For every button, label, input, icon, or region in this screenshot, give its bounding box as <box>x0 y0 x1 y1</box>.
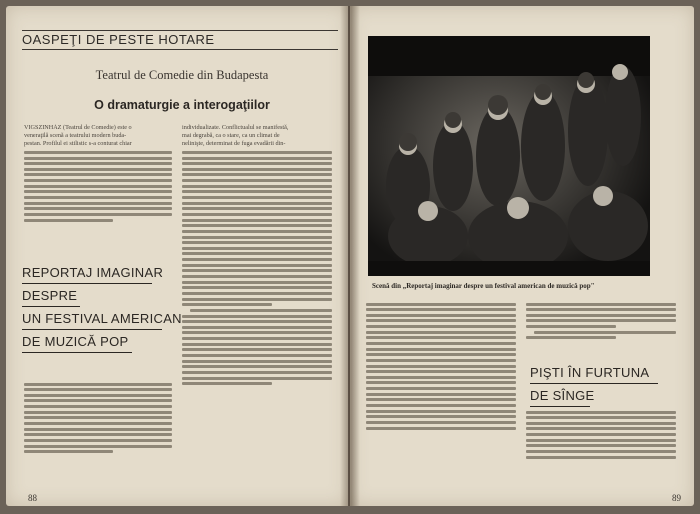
text-line-placeholder <box>24 151 172 154</box>
stage-photo <box>368 36 650 276</box>
text-line-placeholder <box>24 157 172 160</box>
text-line-placeholder <box>24 202 172 205</box>
text-line-placeholder <box>366 331 516 334</box>
report-title-line: REPORTAJ IMAGINAR <box>22 265 164 280</box>
text-line-placeholder <box>182 315 332 318</box>
text-line-placeholder <box>182 337 332 340</box>
pisti-title <box>530 364 658 410</box>
text-line-placeholder <box>182 343 332 346</box>
text-line-placeholder <box>182 162 332 165</box>
text-line-placeholder <box>182 360 332 363</box>
article-subtitle: O dramaturgie a interogaţiilor <box>94 98 270 112</box>
text-line-placeholder <box>526 456 676 459</box>
text-line-placeholder <box>366 308 516 311</box>
article-title: Teatrul de Comedie din Budapesta <box>95 68 269 82</box>
text-line-placeholder <box>526 319 676 322</box>
text-line-placeholder <box>24 196 172 199</box>
text-line-placeholder <box>534 331 676 334</box>
text-line-placeholder <box>526 444 676 447</box>
text-line-placeholder <box>24 173 172 176</box>
report-title-line: UN FESTIVAL AMERICAN <box>22 311 182 326</box>
text-line-placeholder <box>526 308 676 311</box>
title-underline <box>22 329 162 330</box>
left-column-1-top <box>24 124 172 252</box>
text-line-placeholder <box>24 416 172 419</box>
text-line-placeholder <box>24 411 172 414</box>
text-line-placeholder <box>366 415 516 418</box>
text-line-placeholder <box>182 258 332 261</box>
text-line-placeholder <box>366 421 516 424</box>
text-line-placeholder <box>24 168 172 171</box>
text-line-placeholder <box>24 219 113 222</box>
text-line-placeholder <box>366 387 516 390</box>
text-line-placeholder <box>182 157 332 160</box>
text-line-placeholder <box>182 320 332 323</box>
text-line-placeholder <box>366 404 516 407</box>
right-column-2-top <box>526 300 676 358</box>
text-line-placeholder <box>526 416 676 419</box>
text-line-placeholder <box>366 376 516 379</box>
text-line-placeholder <box>526 427 676 430</box>
text-line-placeholder <box>24 185 172 188</box>
text-line-placeholder <box>366 314 516 317</box>
text-line-placeholder <box>24 179 172 182</box>
text-line-placeholder <box>182 241 332 244</box>
text-line-placeholder <box>24 405 172 408</box>
text-line-placeholder <box>182 298 332 301</box>
text-line-placeholder <box>24 213 172 216</box>
text-line-placeholder <box>182 224 332 227</box>
book-gutter <box>340 6 360 506</box>
text-line-placeholder <box>182 286 332 289</box>
left-column-2 <box>182 124 332 486</box>
text-line-placeholder <box>526 411 676 414</box>
text-line-placeholder <box>182 190 332 193</box>
text-line-placeholder <box>366 381 516 384</box>
text-line-placeholder <box>24 439 172 442</box>
text-line-placeholder <box>182 196 332 199</box>
text-line-placeholder <box>366 325 516 328</box>
report-title-line: DESPRE <box>22 288 78 303</box>
text-line-placeholder <box>366 398 516 401</box>
text-line-placeholder <box>182 252 332 255</box>
text-line-placeholder <box>526 314 676 317</box>
text-line-placeholder <box>366 427 516 430</box>
right-column-2-bottom <box>526 408 676 486</box>
title-underline <box>22 283 152 284</box>
body-text-line: pestan. Profilul ei stilistic s-a conturat chiar <box>24 140 132 148</box>
text-line-placeholder <box>366 342 516 345</box>
text-line-placeholder <box>182 207 332 210</box>
text-line-placeholder <box>366 365 516 368</box>
text-line-placeholder <box>366 319 516 322</box>
text-line-placeholder <box>366 353 516 356</box>
text-line-placeholder <box>24 450 113 453</box>
title-underline <box>530 406 590 407</box>
text-line-placeholder <box>366 348 516 351</box>
text-line-placeholder <box>182 292 332 295</box>
text-line-placeholder <box>526 433 676 436</box>
text-line-placeholder <box>182 202 332 205</box>
text-line-placeholder <box>182 173 332 176</box>
text-line-placeholder <box>182 348 332 351</box>
text-line-placeholder <box>24 433 172 436</box>
text-line-placeholder <box>366 393 516 396</box>
text-line-placeholder <box>24 383 172 386</box>
text-line-placeholder <box>182 236 332 239</box>
text-line-placeholder <box>182 213 332 216</box>
text-line-placeholder <box>24 190 172 193</box>
text-line-placeholder <box>24 394 172 397</box>
text-line-placeholder <box>182 377 332 380</box>
page-number-left: 88 <box>28 493 37 503</box>
body-text-line: nelinişte, determinat de fuga evadării din- <box>182 140 286 148</box>
text-line-placeholder <box>182 185 332 188</box>
stage-photo-image <box>368 36 650 276</box>
text-line-placeholder <box>182 247 332 250</box>
text-line-placeholder <box>366 410 516 413</box>
text-line-placeholder <box>366 336 516 339</box>
right-column-1 <box>366 300 516 486</box>
page-number-right: 89 <box>672 493 681 503</box>
text-line-placeholder <box>182 354 332 357</box>
section-heading-rule-top <box>22 30 338 31</box>
pisti-title-line: PIŞTI ÎN FURTUNA <box>530 365 650 380</box>
text-line-placeholder <box>182 382 272 385</box>
text-line-placeholder <box>182 303 272 306</box>
section-heading-rule-bottom <box>22 49 338 50</box>
report-title-line: DE MUZICĂ POP <box>22 334 129 349</box>
body-text-line: individualizate. Conflictualul se manifestă, <box>182 124 289 131</box>
text-line-placeholder <box>182 264 332 267</box>
text-line-placeholder <box>182 281 332 284</box>
text-line-placeholder <box>182 365 332 368</box>
text-line-placeholder <box>182 269 332 272</box>
body-text-line: veneraţilă scenă a teatrului modern buda- <box>24 132 127 140</box>
text-line-placeholder <box>366 303 516 306</box>
text-line-placeholder <box>24 162 172 165</box>
text-line-placeholder <box>366 370 516 373</box>
text-line-placeholder <box>24 207 172 210</box>
text-line-placeholder <box>182 326 332 329</box>
title-underline <box>22 352 132 353</box>
text-line-placeholder <box>190 309 332 312</box>
text-line-placeholder <box>182 230 332 233</box>
section-heading: OASPEŢI DE PESTE HOTARE <box>22 32 215 47</box>
text-line-placeholder <box>24 388 172 391</box>
report-title <box>22 264 182 356</box>
body-text-line: VIGSZINHÁZ (Teatrul de Comedie) este o <box>24 124 132 131</box>
body-text-line: mai degrabă, ca o stare, ca un climat de <box>182 132 280 140</box>
title-underline <box>530 383 658 384</box>
text-line-placeholder <box>182 275 332 278</box>
text-line-placeholder <box>182 219 332 222</box>
text-line-placeholder <box>182 168 332 171</box>
text-line-placeholder <box>526 450 676 453</box>
text-line-placeholder <box>366 359 516 362</box>
text-line-placeholder <box>526 325 616 328</box>
text-line-placeholder <box>24 428 172 431</box>
text-line-placeholder <box>526 439 676 442</box>
pisti-title-line: DE SÎNGE <box>530 388 595 403</box>
text-line-placeholder <box>182 179 332 182</box>
left-column-1-bottom <box>24 380 172 486</box>
text-line-placeholder <box>526 303 676 306</box>
text-line-placeholder <box>24 445 172 448</box>
text-line-placeholder <box>24 422 172 425</box>
title-underline <box>22 306 80 307</box>
text-line-placeholder <box>182 151 332 154</box>
text-line-placeholder <box>182 331 332 334</box>
text-line-placeholder <box>526 422 676 425</box>
photo-caption: Scenă din „Reportaj imaginar despre un festival american de muzică pop" <box>372 282 595 290</box>
text-line-placeholder <box>24 399 172 402</box>
text-line-placeholder <box>526 336 616 339</box>
text-line-placeholder <box>182 371 332 374</box>
